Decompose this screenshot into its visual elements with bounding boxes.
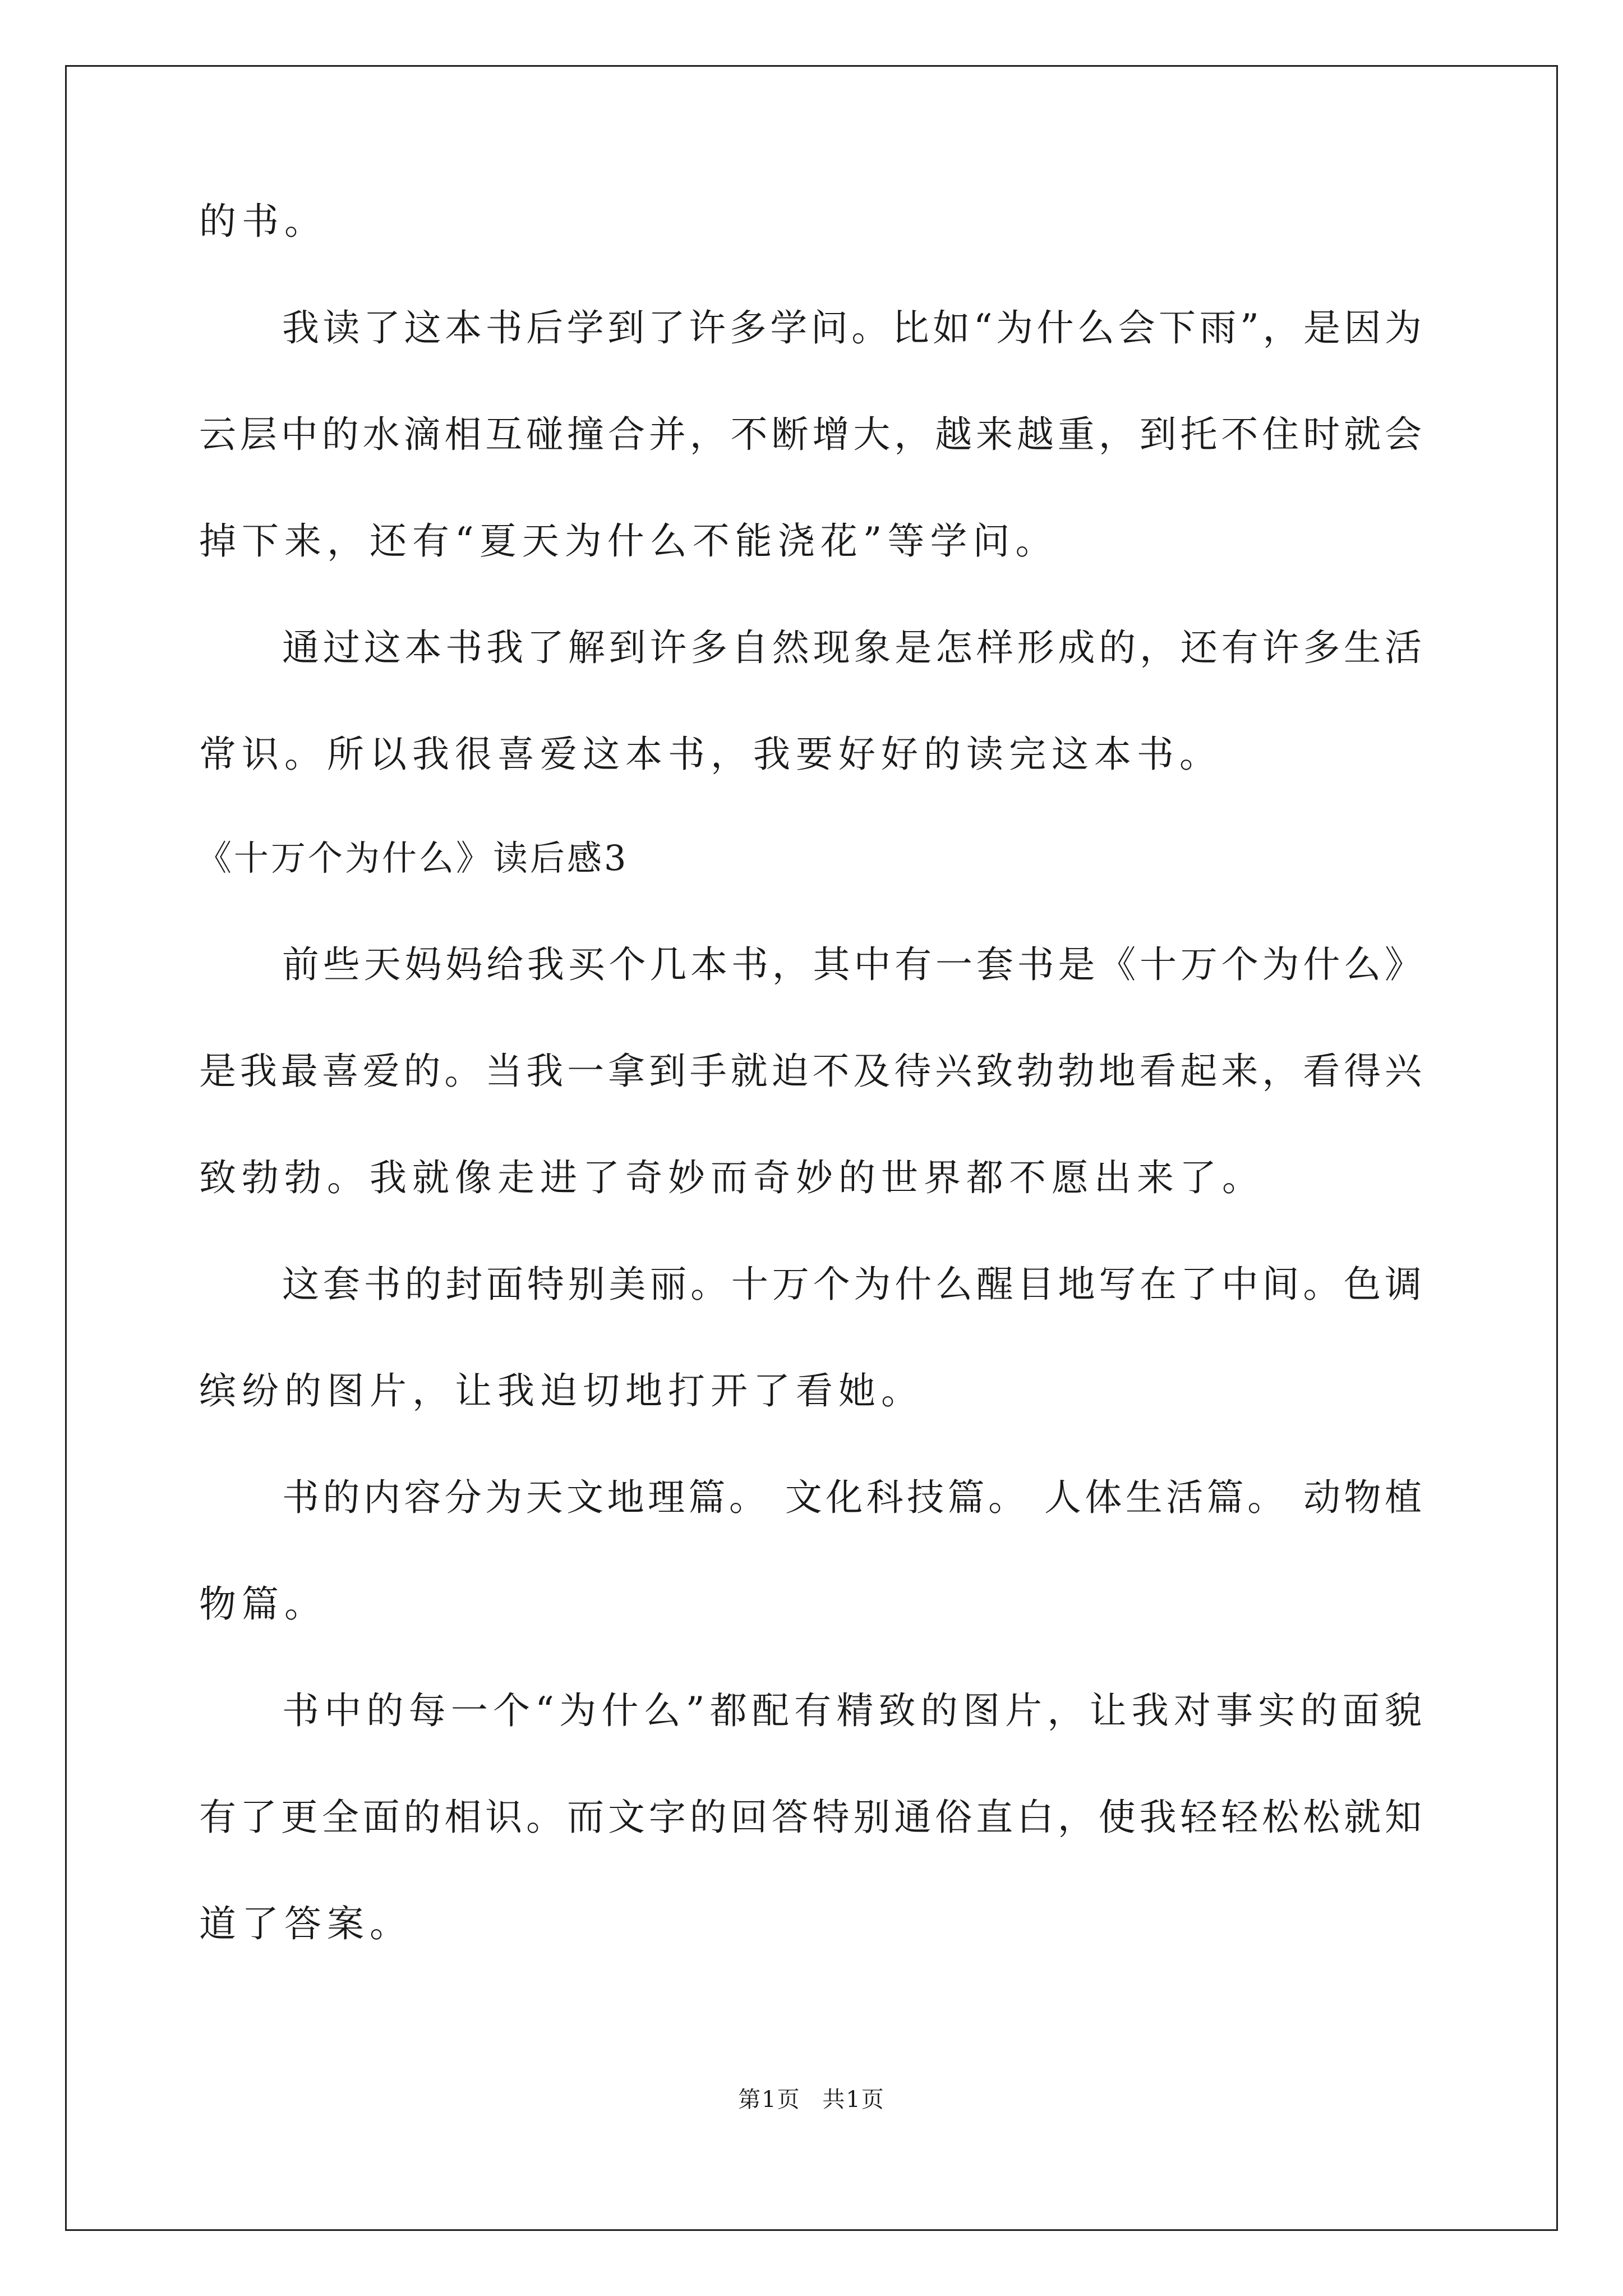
page-number: 第1页 xyxy=(738,2087,801,2113)
text-line: 是我最喜爱的。当我一拿到手就迫不及待兴致勃勃地看起来，看得兴 xyxy=(199,1050,1422,1093)
text-line: 的书。 xyxy=(199,200,327,243)
text-line: 常识。所以我很喜爱这本书，我要好好的读完这本书。 xyxy=(199,733,1222,776)
text-line: 道了答案。 xyxy=(199,1902,412,1945)
text-line: 掉下来，还有“夏天为什么不能浇花”等学问。 xyxy=(199,519,1058,563)
paragraph-line: 书中的每一个“为什么”都配有精致的图片，让我对事实的面貌 xyxy=(282,1689,1422,1732)
paragraph-line: 前些天妈妈给我买个几本书，其中有一套书是《十万个为什么》 xyxy=(282,943,1422,986)
page-footer xyxy=(0,2086,1623,2114)
text-line: 缤纷的图片，让我迫切地打开了看她。 xyxy=(199,1369,924,1412)
page-total: 共1页 xyxy=(822,2087,885,2113)
paragraph-line: 我读了这本书后学到了许多学问。比如“为什么会下雨”，是因为 xyxy=(282,306,1422,349)
paragraph-line: 书的内容分为天文地理篇。 文化科技篇。 人体生活篇。 动物植 xyxy=(282,1476,1422,1519)
paragraph-line: 这套书的封面特别美丽。十万个为什么醒目地写在了中间。色调 xyxy=(282,1263,1422,1306)
text-line: 有了更全面的相识。而文字的回答特别通俗直白，使我轻轻松松就知 xyxy=(199,1796,1422,1839)
text-line: 云层中的水滴相互碰撞合并，不断增大，越来越重，到托不住时就会 xyxy=(199,413,1422,456)
paragraph-line: 通过这本书我了解到许多自然现象是怎样形成的，还有许多生活 xyxy=(282,626,1422,669)
text-line: 致勃勃。我就像走进了奇妙而奇妙的世界都不愿出来了。 xyxy=(199,1156,1265,1199)
text-line: 物篇。 xyxy=(199,1582,327,1626)
section-heading: 《十万个为什么》读后感3 xyxy=(197,838,629,878)
